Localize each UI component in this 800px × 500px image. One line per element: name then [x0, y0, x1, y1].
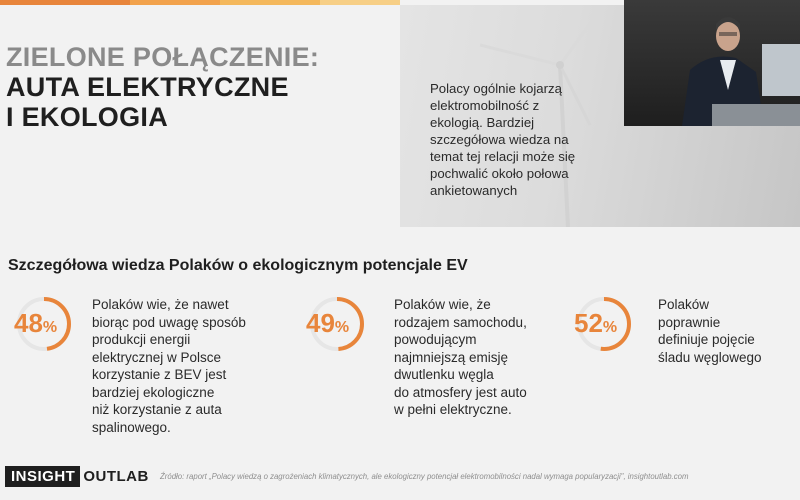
stat-description-1: Polaków wie, że nawet biorąc pod uwagę sposób produkcji energii elektrycznej w Polsce korzystanie z BEV jest bardziej ekologiczne niż korzystanie z auta spalinowego.	[92, 297, 246, 435]
stat-description-2: Polaków wie, że rodzajem samochodu, powodującym najmniejszą emisję dwutlenku węgla do atmosfery jest auto w pełni elektryczne.	[394, 297, 527, 417]
insightoutlab-logo: INSIGHT OUTLAB	[5, 466, 153, 487]
stat-value-2: 49%	[306, 308, 350, 338]
stat-value-3: 52%	[574, 308, 618, 338]
source-note: Źródło: raport „Polacy wiedzą o zagrożeniach klimatycznych, ale ekologiczny potencjał elektromobilności nadal wymaga popularyzacji", insightoutlab.com	[160, 472, 689, 481]
title-line-3: I EKOLOGIA	[6, 102, 169, 132]
title-line-1: ZIELONE POŁĄCZENIE:	[6, 42, 320, 72]
section-title: Szczegółowa wiedza Polaków o ekologicznym potencjale EV	[8, 257, 468, 274]
stat-value-1: 48%	[14, 308, 58, 338]
stat-description-3: Polaków poprawnie definiuje pojęcie śladu węglowego	[658, 297, 762, 365]
intro-text: Polacy ogólnie kojarzą elektromobilność z ekologią. Bardziej szczegółowa wiedza na temat tej relacji może się pochwalić około połowa ankietowanych	[430, 81, 576, 198]
laptop	[712, 104, 800, 126]
page-title	[6, 42, 319, 132]
title-line-2: AUTA ELEKTRYCZNE	[6, 72, 289, 102]
presenter-video	[624, 0, 800, 126]
